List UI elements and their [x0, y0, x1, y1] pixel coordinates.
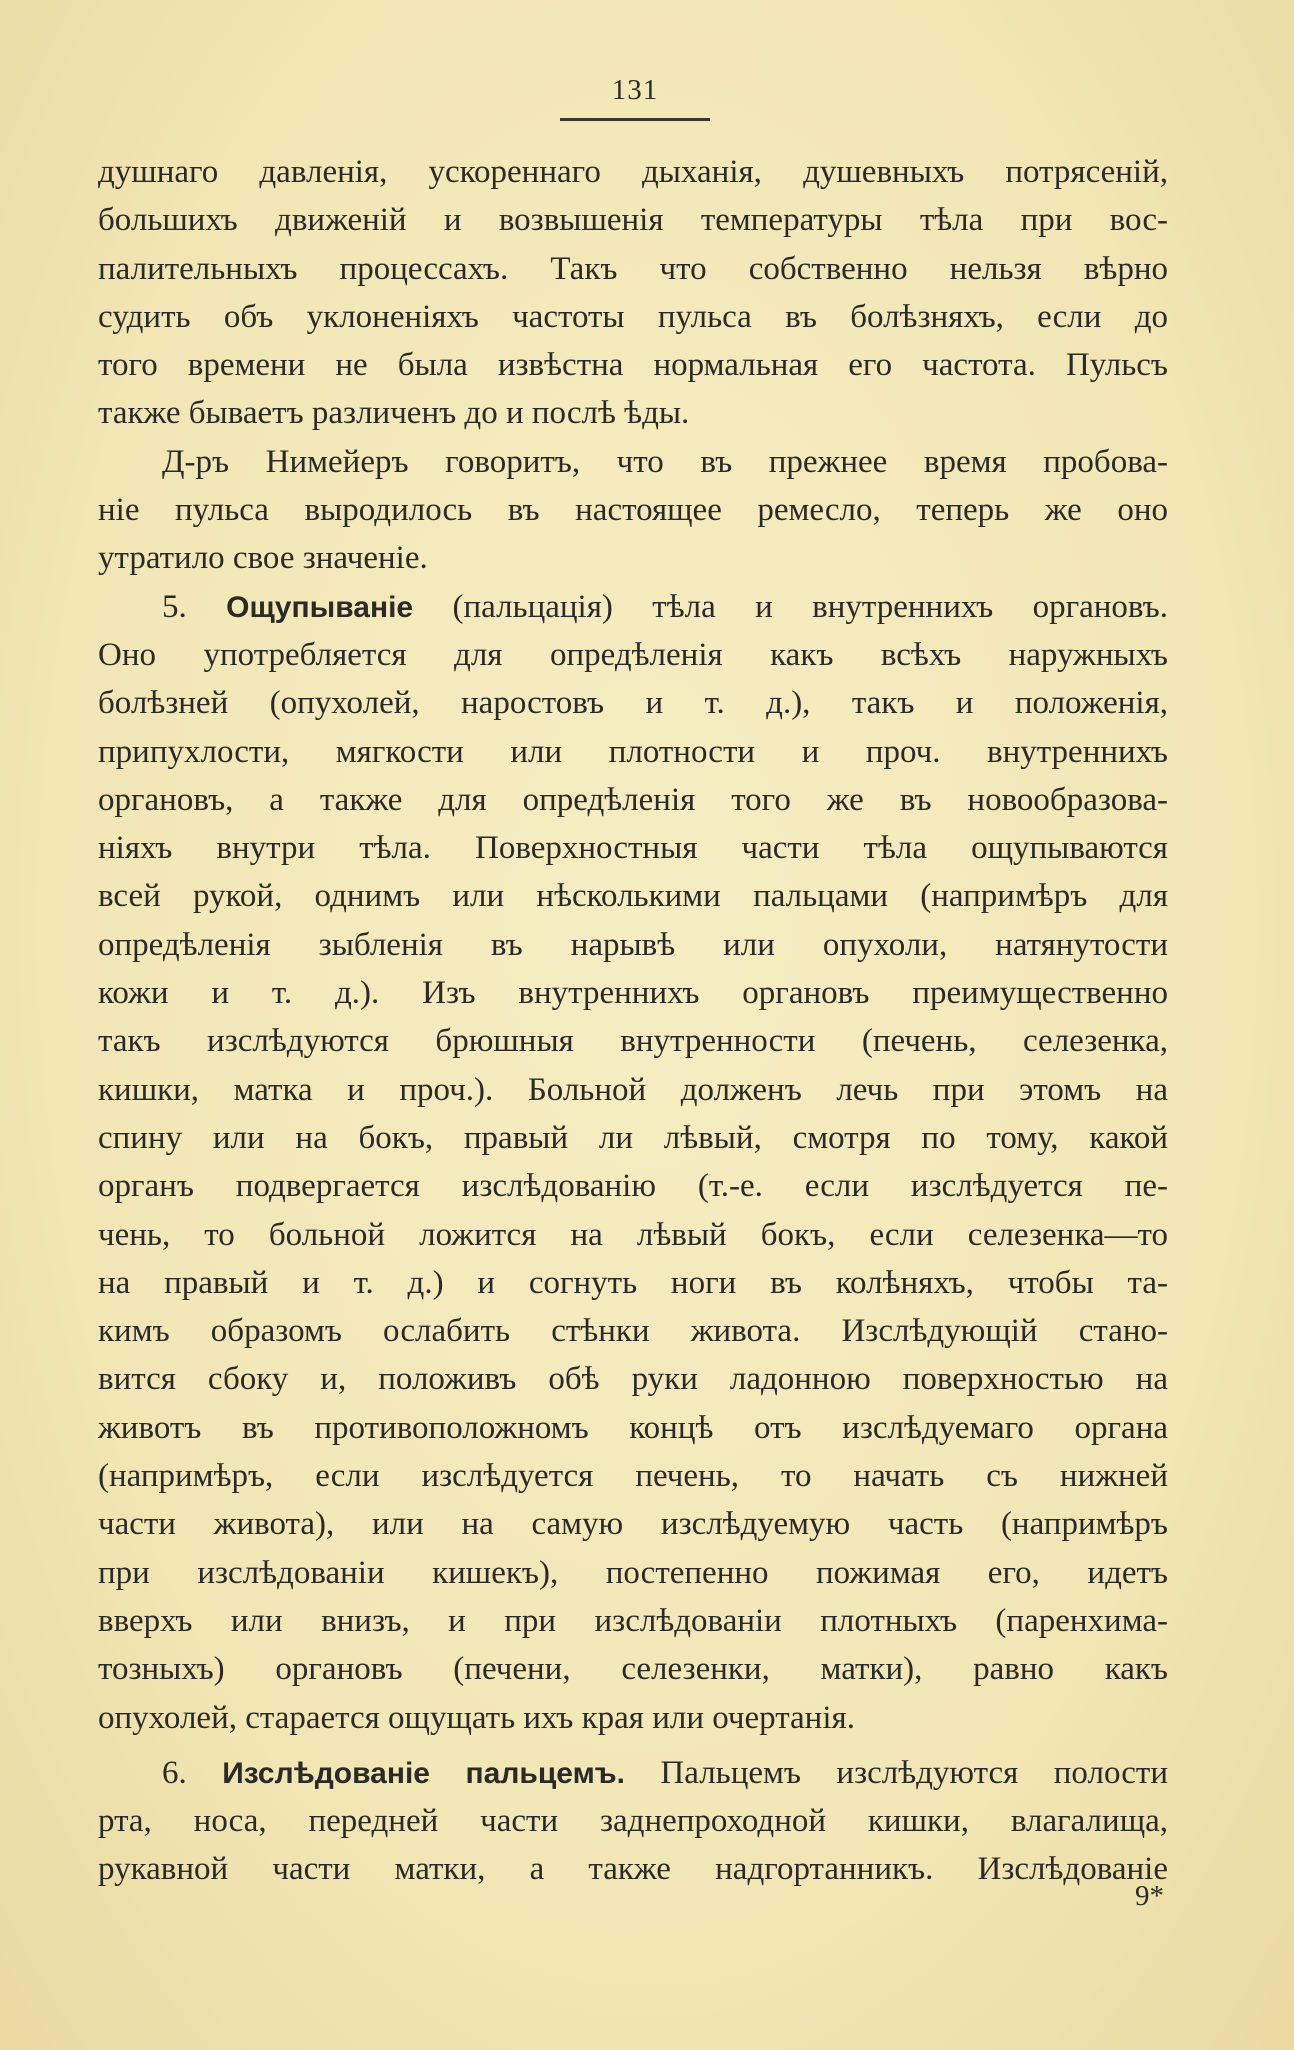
text-line: кожи и т. д.). Изъ внутреннихъ органовъ преимущественно [98, 975, 1168, 1012]
text-line: опредѣленія зыбленія въ нарывѣ или опухоли, натянутости [98, 926, 1168, 963]
section-title: Ощупываніе [226, 590, 414, 624]
text-line: ніяхъ внутри тѣла. Поверхностныя части тѣла ощупываются [98, 830, 1168, 867]
text-line: того времени не была извѣстна нормальная его частота. Пульсъ [98, 347, 1168, 384]
text-line: рукавной части матки, а также надгортанникъ. Изслѣдованіе [98, 1851, 1168, 1888]
text-line: органовъ, а также для опредѣленія того же въ новообразова- [98, 781, 1168, 818]
text-line: также бываетъ различенъ до и послѣ ѣды. [98, 395, 690, 432]
text-line: судить объ уклоненіяхъ частоты пульса въ болѣзняхъ, если до [98, 298, 1168, 335]
text-line: всей рукой, однимъ или нѣсколькими пальцами (напримѣръ для [98, 878, 1168, 915]
text-line: вверхъ или внизъ, и при изслѣдованіи плотныхъ (паренхима- [98, 1602, 1168, 1639]
text-line: ніе пульса выродилось въ настоящее ремесло, теперь же оно [98, 492, 1168, 529]
text-line: Д-ръ Нимейеръ говоритъ, что въ прежнее время пробова- [162, 443, 1168, 480]
text-line: рта, носа, передней части заднепроходной кишки, влагалища, [98, 1803, 1168, 1840]
body-text [98, 148, 1168, 1894]
text-line: спину или на бокъ, правый ли лѣвый, смотря по тому, какой [98, 1119, 1168, 1156]
section-heading-text: (пальцація) тѣла и внутреннихъ органовъ. [413, 588, 1168, 625]
text-line: Оно употребляется для опредѣленія какъ всѣхъ наружныхъ [98, 636, 1168, 673]
text-line: вится сбоку и, положивъ обѣ руки ладонною поверхностью на [98, 1361, 1168, 1398]
section-title: Изслѣдованіе пальцемъ. [222, 1756, 625, 1790]
text-line: большихъ движеній и возвышенія температуры тѣла при вос- [98, 202, 1168, 239]
text-line: тозныхъ) органовъ (печени, селезенки, матки), равно какъ [98, 1651, 1168, 1688]
text-line: кишки, матка и проч.). Больной долженъ лечь при этомъ на [98, 1071, 1168, 1108]
text-line: (напримѣръ, если изслѣдуется печень, то начать съ нижней [98, 1458, 1168, 1495]
section-number: 6. [162, 1754, 223, 1791]
text-line: утратило свое значеніе. [98, 540, 428, 577]
text-line: такъ изслѣдуются брюшныя внутренности (печень, селезенка, [98, 1023, 1168, 1060]
section-6-heading-line [98, 1749, 1168, 1797]
text-line: при изслѣдованіи кишекъ), постепенно пожимая его, идетъ [98, 1554, 1168, 1591]
page-number: 131 [611, 74, 659, 106]
text-line: кимъ образомъ ослабить стѣнки живота. Изслѣдующій стано- [98, 1313, 1168, 1350]
signature-mark: 9* [1135, 1880, 1164, 1912]
section-heading-text: Пальцемъ изслѣдуются полости [624, 1754, 1168, 1791]
page-number-rule [560, 118, 710, 121]
section-5-heading-line [98, 583, 1168, 631]
text-line: органъ подвергается изслѣдованію (т.-е. если изслѣдуется пе- [98, 1168, 1168, 1205]
text-line: припухлости, мягкости или плотности и проч. внутреннихъ [98, 733, 1168, 770]
text-line: болѣзней (опухолей, наростовъ и т. д.), такъ и положенія, [98, 685, 1168, 722]
text-line: части живота), или на самую изслѣдуемую часть (напримѣръ [98, 1506, 1168, 1543]
text-line: опухолей, старается ощущать ихъ края или очертанія. [98, 1699, 855, 1736]
text-line: животъ въ противоположномъ концѣ отъ изслѣдуемаго органа [98, 1409, 1168, 1446]
text-line: чень, то больной ложится на лѣвый бокъ, если селезенка—то [98, 1216, 1168, 1253]
text-line: душнаго давленія, ускореннаго дыханія, душевныхъ потрясеній, [98, 154, 1168, 190]
text-line: палительныхъ процессахъ. Такъ что собственно нельзя вѣрно [98, 250, 1168, 287]
section-number: 5. [162, 588, 227, 625]
text-line: на правый и т. д.) и согнуть ноги въ колѣняхъ, чтобы та- [98, 1264, 1168, 1301]
